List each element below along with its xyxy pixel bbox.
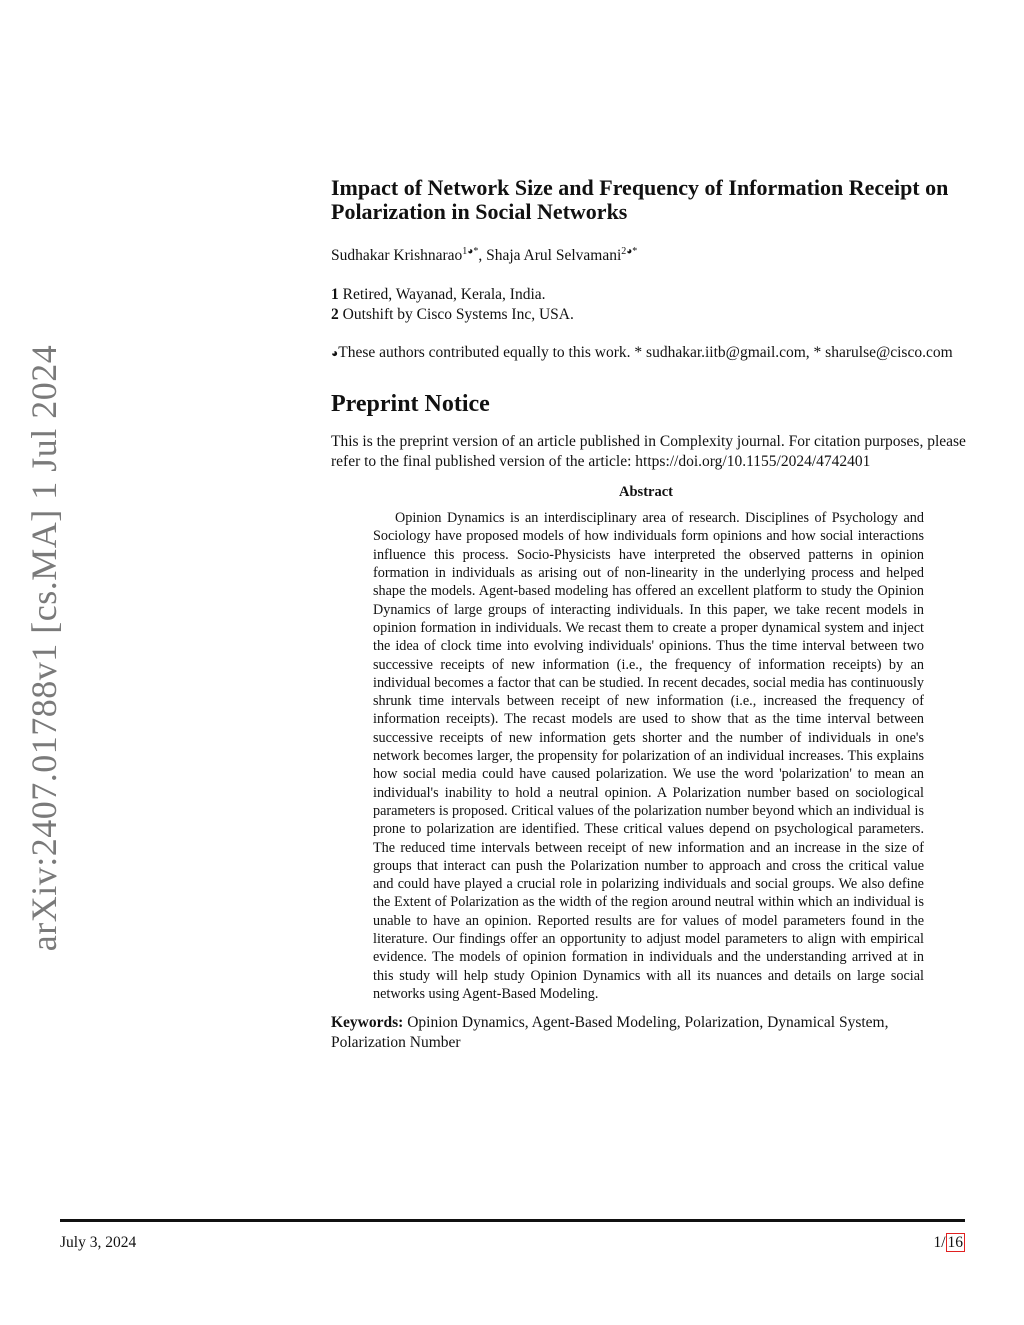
author-name: Sudhakar Krishnarao <box>331 247 463 265</box>
footer-date: July 3, 2024 <box>60 1234 137 1251</box>
preprint-heading: Preprint Notice <box>331 391 490 418</box>
keywords-label: Keywords: <box>331 1014 404 1032</box>
page-separator: / <box>941 1234 946 1251</box>
equal-contribution-text: These authors contributed equally to this work. * sudhakar.iitb@gmail.com, * sharulse@cisco.com <box>338 344 953 362</box>
equal-contribution-note <box>331 343 971 363</box>
keywords-list: Opinion Dynamics, Agent-Based Modeling, Polarization, Dynamical System, Polarization Number <box>331 1014 889 1052</box>
affiliation-item <box>331 305 971 325</box>
affiliation-number: 2 <box>331 306 339 324</box>
author-affil-mark: 1◕* <box>462 246 479 257</box>
page-total-link[interactable]: 16 <box>947 1234 963 1251</box>
abstract-text: Opinion Dynamics is an interdisciplinary area of research. Disciplines of Psychology and Sociology have proposed models of how individuals form opinions and how social interactions influence this process. Socio-Physicists have interpreted the observed patterns in opinion formation in individuals as arising out of non-linearity in the underlying process and helped shape the models. Agent-based modeling has offered an excellent platform to study the Opinion Dynamics of large groups of interacting individuals. In this paper, we take recent models in opinion formation in individuals. We recast them to create a proper dynamical system and inject the idea of clock time into evolving individuals' opinions. Thus the time interval between two successive receipts of new information (i.e., the frequency of information receipts) by an individual becomes a factor that can be studied. In recent decades, social media has continuously shrunk time intervals between receipt of new information (i.e., increased the frequency of information receipts). The recast models are used to show that as the time interval between successive receipts of new information gets shorter and the number of individuals in one's network becomes larger, the propensity for polarization of an individual increases. This explains how social media could have caused polarization. We use the word 'polarization' to mean an individual's inability to hold a neutral opinion. A Polarization number based on sociological parameters is proposed. Critical values of the polarization number beyond which an individual is prone to polarization are identified. These critical values depend on psychological parameters. The reduced time intervals between receipt of new information and an increase in the size of groups that interact can push the Polarization number to approach and cross the critical value and could have played a crucial role in polarizing individuals and social groups. We also define the Extent of Polarization as the width of the region around neutral within which an individual is unable to have an opinion. Reported results are for values of model parameters found in the literature. Our findings offer an opportunity to adjust model parameters to align with empirical evidence. The models of opinion formation in individuals and the understanding arrived at in this study will help study Opinion Dynamics with all its nuances and details on large social networks using Agent-Based Modeling. <box>373 510 924 1002</box>
affiliation-item <box>331 285 971 305</box>
preprint-notice: This is the preprint version of an article published in Complexity journal. For citation purposes, please refer to the final published version of the article: https://doi.org/10.1155/2024/4742401 <box>331 433 966 471</box>
equal-contribution-icon: ◕ <box>331 346 339 361</box>
keywords <box>331 1013 931 1053</box>
footer-divider <box>60 1219 965 1222</box>
arxiv-stamp: arXiv:2407.01788v1 [cs.MA] 1 Jul 2024 <box>24 344 64 952</box>
paper-content <box>331 176 971 1053</box>
paper-title: Impact of Network Size and Frequency of Information Receipt on Polarization in Social Networks <box>331 175 949 224</box>
author-name: Shaja Arul Selvamani <box>486 247 622 265</box>
affiliation-number: 1 <box>331 286 339 304</box>
affiliation-list <box>331 285 971 325</box>
abstract-heading: Abstract <box>619 484 673 501</box>
page-current: 1 <box>933 1234 942 1251</box>
author-separator: , <box>478 247 487 265</box>
page-number <box>933 1234 965 1252</box>
affiliation-text: Retired, Wayanad, Kerala, India. <box>342 286 546 304</box>
affiliation-text: Outshift by Cisco Systems Inc, USA. <box>342 306 574 324</box>
author-list <box>331 246 971 265</box>
author-affil-mark: 2◕* <box>621 246 638 257</box>
